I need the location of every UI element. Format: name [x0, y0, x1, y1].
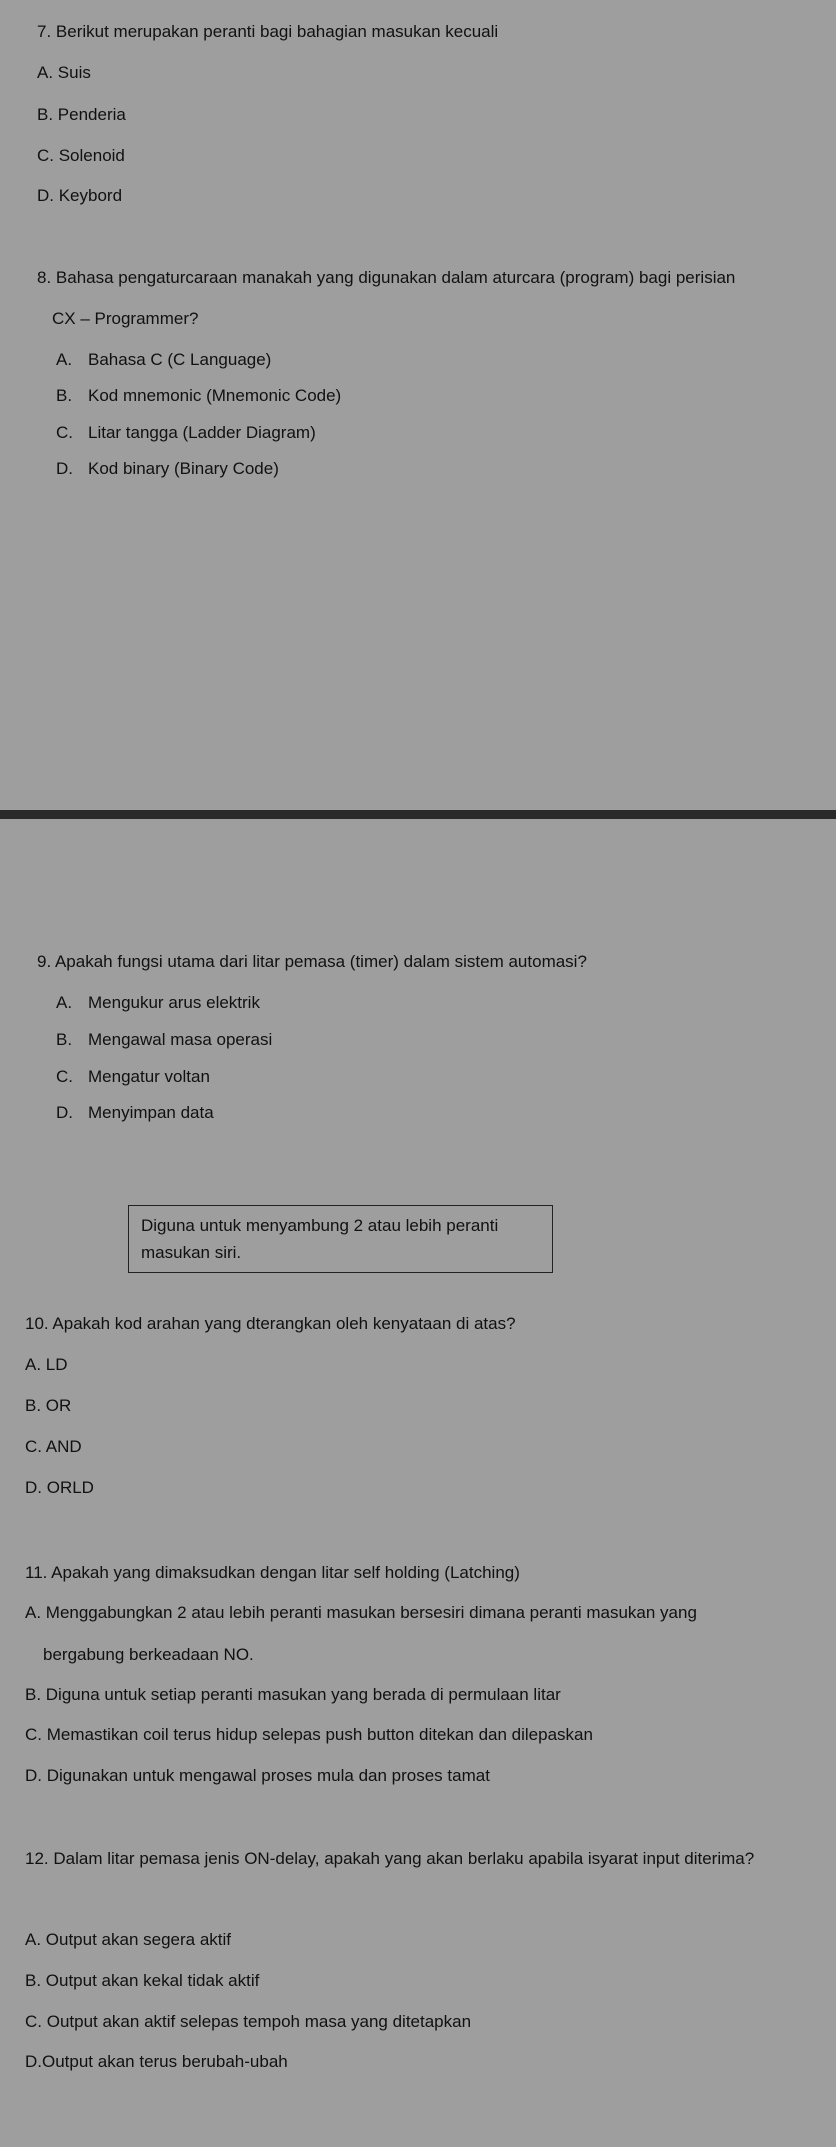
- option-d: D.Output akan terus berubah-ubah: [25, 2052, 288, 2071]
- question-text: 7. Berikut merupakan peranti bagi bahagian masukan kecuali: [37, 22, 499, 41]
- option-b: B. Penderia: [37, 105, 126, 124]
- option-b: B. OR: [25, 1396, 72, 1415]
- statement-line: masukan siri.: [141, 1243, 242, 1262]
- option-c-label: C.: [56, 423, 73, 442]
- option-b: B. Diguna untuk setiap peranti masukan yang berada di permulaan litar: [25, 1685, 561, 1704]
- question-text: 12. Dalam litar pemasa jenis ON-delay, apakah yang akan berlaku apabila isyarat input diterima?: [25, 1849, 755, 1868]
- option-b-label: B.: [56, 386, 73, 405]
- option-d-label: D.: [56, 1103, 73, 1122]
- option-c: C. Output akan aktif selepas tempoh masa yang ditetapkan: [25, 2012, 472, 2031]
- option-a: Bahasa C (C Language): [88, 350, 272, 369]
- option-d: D. Digunakan untuk mengawal proses mula dan proses tamat: [25, 1766, 490, 1785]
- option-d: Kod binary (Binary Code): [88, 459, 279, 478]
- question-text: 11. Apakah yang dimaksudkan dengan litar self holding (Latching): [25, 1563, 520, 1582]
- question-text: 10. Apakah kod arahan yang dterangkan oleh kenyataan di atas?: [25, 1314, 516, 1333]
- option-d: D. ORLD: [25, 1478, 94, 1497]
- option-c: C. Solenoid: [37, 146, 125, 165]
- option-a-label: A.: [56, 993, 73, 1012]
- option-b: Kod mnemonic (Mnemonic Code): [88, 386, 342, 405]
- option-a: A. Suis: [37, 63, 91, 82]
- option-d-label: D.: [56, 459, 73, 478]
- option-a: A. Output akan segera aktif: [25, 1930, 232, 1949]
- option-a: A. LD: [25, 1355, 68, 1374]
- option-a-label: A.: [56, 350, 73, 369]
- option-a: Mengukur arus elektrik: [88, 993, 260, 1012]
- option-b-label: B.: [56, 1030, 73, 1049]
- question-text: 8. Bahasa pengaturcaraan manakah yang digunakan dalam aturcara (program) bagi perisian: [37, 268, 736, 287]
- page-divider: [0, 810, 836, 819]
- option-a-continued: bergabung berkeadaan NO.: [43, 1645, 254, 1664]
- option-a: A. Menggabungkan 2 atau lebih peranti masukan bersesiri dimana peranti masukan yang: [25, 1603, 697, 1622]
- option-c: Mengatur voltan: [88, 1067, 210, 1086]
- question-text: 9. Apakah fungsi utama dari litar pemasa (timer) dalam sistem automasi?: [37, 952, 587, 971]
- option-c: C. Memastikan coil terus hidup selepas push button ditekan dan dilepaskan: [25, 1725, 593, 1744]
- statement-box: [128, 1205, 553, 1273]
- option-d: D. Keybord: [37, 186, 123, 205]
- statement-line: Diguna untuk menyambung 2 atau lebih peranti: [141, 1216, 499, 1235]
- option-c-label: C.: [56, 1067, 73, 1086]
- option-b: B. Output akan kekal tidak aktif: [25, 1971, 260, 1990]
- question-text-continued: CX – Programmer?: [52, 309, 199, 328]
- option-c: C. AND: [25, 1437, 82, 1456]
- option-c: Litar tangga (Ladder Diagram): [88, 423, 316, 442]
- option-b: Mengawal masa operasi: [88, 1030, 273, 1049]
- option-d: Menyimpan data: [88, 1103, 214, 1122]
